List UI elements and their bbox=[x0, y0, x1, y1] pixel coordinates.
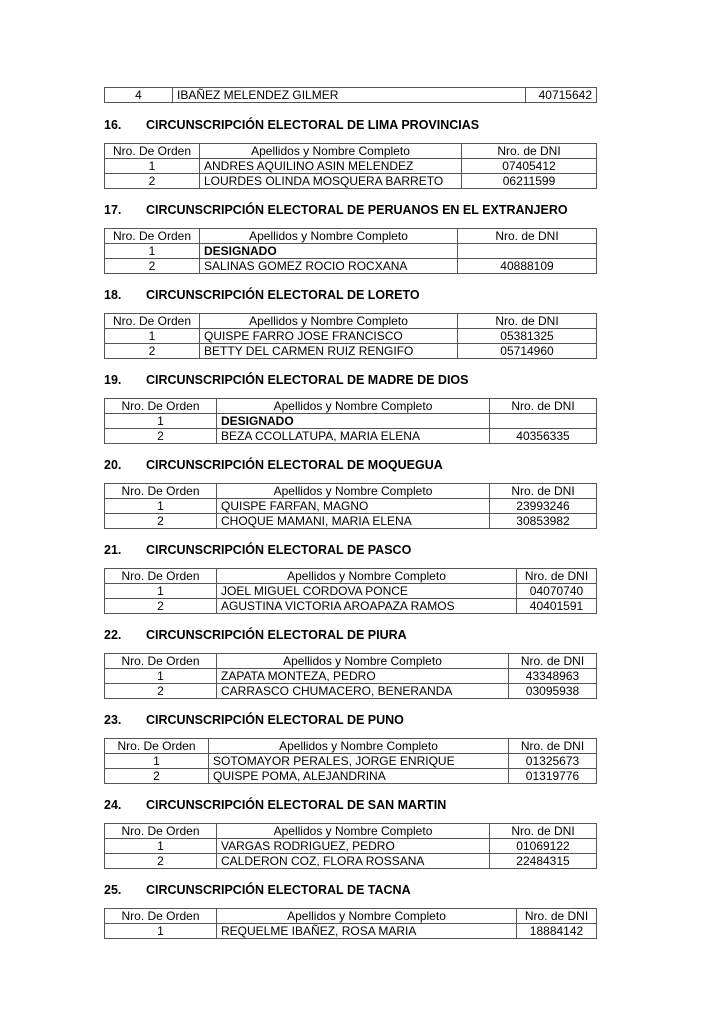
table-row bbox=[105, 584, 597, 599]
header-name: Apellidos y Nombre Completo bbox=[217, 484, 490, 499]
header-order: Nro. De Orden bbox=[105, 229, 200, 244]
section-title: CIRCUNSCRIPCIÓN ELECTORAL DE TACNA bbox=[146, 883, 411, 897]
section-title: CIRCUNSCRIPCIÓN ELECTORAL DE PASCO bbox=[146, 543, 412, 557]
continuation-table bbox=[104, 87, 597, 103]
header-name: Apellidos y Nombre Completo bbox=[217, 569, 517, 584]
order-cell: 1 bbox=[105, 754, 209, 769]
header-dni: Nro. de DNI bbox=[517, 569, 597, 584]
section-number: 18. bbox=[104, 288, 122, 302]
section-number: 25. bbox=[104, 883, 122, 897]
section-title: CIRCUNSCRIPCIÓN ELECTORAL DE PIURA bbox=[146, 628, 407, 642]
order-cell: 1 bbox=[105, 584, 217, 599]
order-cell: 1 bbox=[105, 839, 217, 854]
section-number: 22. bbox=[104, 628, 122, 642]
section-heading bbox=[104, 713, 404, 727]
candidates-table bbox=[104, 313, 597, 359]
dni-cell: 40715642 bbox=[526, 88, 597, 103]
dni-cell: 07405412 bbox=[462, 159, 597, 174]
dni-cell: 03095938 bbox=[509, 684, 597, 699]
header-order: Nro. De Orden bbox=[105, 739, 209, 754]
order-cell: 2 bbox=[105, 344, 200, 359]
header-order: Nro. De Orden bbox=[105, 569, 217, 584]
candidates-table bbox=[104, 398, 597, 444]
candidates-table bbox=[104, 483, 597, 529]
section-number: 20. bbox=[104, 458, 122, 472]
header-dni: Nro. de DNI bbox=[458, 229, 597, 244]
header-name: Apellidos y Nombre Completo bbox=[200, 314, 458, 329]
name-cell: AGUSTINA VICTORIA AROAPAZA RAMOS bbox=[217, 599, 517, 614]
table-header-row bbox=[105, 399, 597, 414]
name-cell: DESIGNADO bbox=[200, 244, 458, 259]
table-row bbox=[105, 754, 597, 769]
table-row bbox=[105, 684, 597, 699]
dni-cell: 40401591 bbox=[517, 599, 597, 614]
section-title: CIRCUNSCRIPCIÓN ELECTORAL DE PUNO bbox=[146, 713, 404, 727]
table-header-row bbox=[105, 824, 597, 839]
table-header-row bbox=[105, 144, 597, 159]
order-cell: 1 bbox=[105, 329, 200, 344]
section-number: 19. bbox=[104, 373, 122, 387]
header-name: Apellidos y Nombre Completo bbox=[209, 739, 509, 754]
name-cell: JOEL MIGUEL CORDOVA PONCE bbox=[217, 584, 517, 599]
order-cell: 1 bbox=[105, 159, 200, 174]
section-number: 24. bbox=[104, 798, 122, 812]
dni-cell: 30853982 bbox=[490, 514, 597, 529]
name-cell: REQUELME IBAÑEZ, ROSA MARIA bbox=[217, 924, 517, 939]
table-row bbox=[105, 88, 597, 103]
table-row bbox=[105, 514, 597, 529]
section-heading bbox=[104, 458, 443, 472]
table-row bbox=[105, 669, 597, 684]
table-row bbox=[105, 244, 597, 259]
header-dni: Nro. de DNI bbox=[509, 739, 597, 754]
name-cell: ZAPATA MONTEZA, PEDRO bbox=[217, 669, 509, 684]
name-cell: BEZA CCOLLATUPA, MARIA ELENA bbox=[217, 429, 490, 444]
section-number: 16. bbox=[104, 118, 122, 132]
order-cell: 2 bbox=[105, 684, 217, 699]
table-header-row bbox=[105, 739, 597, 754]
header-dni: Nro. de DNI bbox=[490, 399, 597, 414]
dni-cell: 06211599 bbox=[462, 174, 597, 189]
name-cell: QUISPE FARRO JOSE FRANCISCO bbox=[200, 329, 458, 344]
header-order: Nro. De Orden bbox=[105, 824, 217, 839]
header-name: Apellidos y Nombre Completo bbox=[217, 909, 517, 924]
name-cell: QUISPE FARFAN, MAGNO bbox=[217, 499, 490, 514]
candidates-table bbox=[104, 568, 597, 614]
table-row bbox=[105, 769, 597, 784]
section-title: CIRCUNSCRIPCIÓN ELECTORAL DE LIMA PROVINCIAS bbox=[146, 118, 480, 132]
header-order: Nro. De Orden bbox=[105, 484, 217, 499]
header-name: Apellidos y Nombre Completo bbox=[217, 824, 490, 839]
dni-cell: 01069122 bbox=[490, 839, 597, 854]
header-name: Apellidos y Nombre Completo bbox=[200, 229, 458, 244]
section-heading bbox=[104, 798, 446, 812]
table-header-row bbox=[105, 654, 597, 669]
table-header-row bbox=[105, 909, 597, 924]
name-cell: DESIGNADO bbox=[217, 414, 490, 429]
order-cell: 4 bbox=[105, 88, 173, 103]
table-header-row bbox=[105, 314, 597, 329]
table-row bbox=[105, 259, 597, 274]
dni-cell: 23993246 bbox=[490, 499, 597, 514]
dni-cell: 22484315 bbox=[490, 854, 597, 869]
header-order: Nro. De Orden bbox=[105, 314, 200, 329]
header-dni: Nro. de DNI bbox=[462, 144, 597, 159]
order-cell: 2 bbox=[105, 174, 200, 189]
table-row bbox=[105, 839, 597, 854]
dni-cell bbox=[490, 414, 597, 429]
candidates-table bbox=[104, 228, 597, 274]
header-dni: Nro. de DNI bbox=[458, 314, 597, 329]
header-name: Apellidos y Nombre Completo bbox=[217, 399, 490, 414]
section-heading bbox=[104, 288, 420, 302]
dni-cell: 05714960 bbox=[458, 344, 597, 359]
dni-cell: 40888109 bbox=[458, 259, 597, 274]
order-cell: 2 bbox=[105, 259, 200, 274]
header-dni: Nro. de DNI bbox=[517, 909, 597, 924]
table-row bbox=[105, 344, 597, 359]
dni-cell: 01325673 bbox=[509, 754, 597, 769]
name-cell: VARGAS RODRIGUEZ, PEDRO bbox=[217, 839, 490, 854]
dni-cell: 05381325 bbox=[458, 329, 597, 344]
table-row bbox=[105, 329, 597, 344]
section-title: CIRCUNSCRIPCIÓN ELECTORAL DE PERUANOS EN EL EXTRANJERO bbox=[146, 203, 568, 217]
candidates-table bbox=[104, 738, 597, 784]
section-title: CIRCUNSCRIPCIÓN ELECTORAL DE MADRE DE DIOS bbox=[146, 373, 469, 387]
table-row bbox=[105, 414, 597, 429]
table-header-row bbox=[105, 484, 597, 499]
order-cell: 2 bbox=[105, 599, 217, 614]
section-heading bbox=[104, 543, 411, 557]
section-title: CIRCUNSCRIPCIÓN ELECTORAL DE MOQUEGUA bbox=[146, 458, 443, 472]
section-title: CIRCUNSCRIPCIÓN ELECTORAL DE LORETO bbox=[146, 288, 420, 302]
section-heading bbox=[104, 118, 479, 132]
order-cell: 1 bbox=[105, 499, 217, 514]
header-order: Nro. De Orden bbox=[105, 144, 200, 159]
name-cell: ANDRES AQUILINO ASIN MELENDEZ bbox=[200, 159, 462, 174]
table-row bbox=[105, 499, 597, 514]
candidates-table bbox=[104, 908, 597, 939]
order-cell: 1 bbox=[105, 924, 217, 939]
table-row bbox=[105, 174, 597, 189]
header-order: Nro. De Orden bbox=[105, 654, 217, 669]
section-number: 21. bbox=[104, 543, 122, 557]
section-heading bbox=[104, 883, 411, 897]
order-cell: 1 bbox=[105, 244, 200, 259]
section-heading bbox=[104, 373, 468, 387]
table-row bbox=[105, 429, 597, 444]
name-cell: BETTY DEL CARMEN RUIZ RENGIFO bbox=[200, 344, 458, 359]
table-header-row bbox=[105, 569, 597, 584]
section-number: 17. bbox=[104, 203, 122, 217]
name-cell: CALDERON COZ, FLORA ROSSANA bbox=[217, 854, 490, 869]
order-cell: 2 bbox=[105, 514, 217, 529]
order-cell: 1 bbox=[105, 414, 217, 429]
name-cell: CHOQUE MAMANI, MARIA ELENA bbox=[217, 514, 490, 529]
dni-cell: 18884142 bbox=[517, 924, 597, 939]
order-cell: 2 bbox=[105, 854, 217, 869]
candidates-table bbox=[104, 653, 597, 699]
name-cell: CARRASCO CHUMACERO, BENERANDA bbox=[217, 684, 509, 699]
dni-cell: 43348963 bbox=[509, 669, 597, 684]
header-dni: Nro. de DNI bbox=[490, 484, 597, 499]
order-cell: 2 bbox=[105, 429, 217, 444]
dni-cell: 04070740 bbox=[517, 584, 597, 599]
table-row bbox=[105, 854, 597, 869]
name-cell: SOTOMAYOR PERALES, JORGE ENRIQUE bbox=[209, 754, 509, 769]
dni-cell: 01319776 bbox=[509, 769, 597, 784]
section-number: 23. bbox=[104, 713, 122, 727]
name-cell: SALINAS GOMEZ ROCIO ROCXANA bbox=[200, 259, 458, 274]
header-name: Apellidos y Nombre Completo bbox=[217, 654, 509, 669]
header-dni: Nro. de DNI bbox=[490, 824, 597, 839]
dni-cell bbox=[458, 244, 597, 259]
header-name: Apellidos y Nombre Completo bbox=[200, 144, 462, 159]
order-cell: 2 bbox=[105, 769, 209, 784]
table-header-row bbox=[105, 229, 597, 244]
table-row bbox=[105, 599, 597, 614]
order-cell: 1 bbox=[105, 669, 217, 684]
section-heading bbox=[104, 203, 568, 217]
section-heading bbox=[104, 628, 407, 642]
table-row bbox=[105, 924, 597, 939]
table-row bbox=[105, 159, 597, 174]
dni-cell: 40356335 bbox=[490, 429, 597, 444]
candidates-table bbox=[104, 143, 597, 189]
candidates-table bbox=[104, 823, 597, 869]
header-order: Nro. De Orden bbox=[105, 909, 217, 924]
section-title: CIRCUNSCRIPCIÓN ELECTORAL DE SAN MARTIN bbox=[146, 798, 447, 812]
name-cell: QUISPE POMA, ALEJANDRINA bbox=[209, 769, 509, 784]
header-dni: Nro. de DNI bbox=[509, 654, 597, 669]
header-order: Nro. De Orden bbox=[105, 399, 217, 414]
name-cell: LOURDES OLINDA MOSQUERA BARRETO bbox=[200, 174, 462, 189]
name-cell: IBAÑEZ MELENDEZ GILMER bbox=[173, 88, 526, 103]
